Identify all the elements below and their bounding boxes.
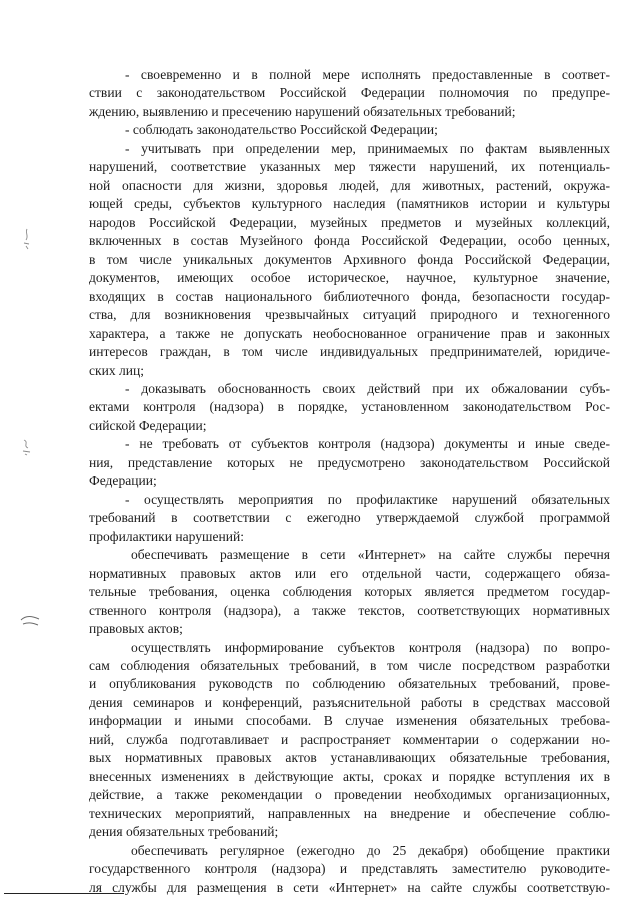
text-line: тельные требования, оценка соблюдения которых является предметом государ- [89,584,610,600]
text-line: - доказывать обоснованность своих действий при их обжаловании субъ- [125,380,610,396]
text-line: - не требовать от субъектов контроля (надзора) документы и иные сведе- [125,436,610,452]
text-line: осуществлять информирование субъектов контроля (надзора) по вопро- [131,639,610,655]
text-line: внесенных изменениях в действующие акты, сроках и порядке вступления их в [89,768,610,784]
text-line: включенных в состав Музейного фонда Российской Федерации, особо ценных, [89,233,610,249]
text-line: нарушений, соответствие указанных мер тяжести нарушений, их потенциаль- [89,159,610,175]
text-line: ектами контроля (надзора) в порядке, установленном законодательством Рос- [89,399,610,415]
text-line: вых нормативных правовых актов устанавливающих обязательные требования, [89,750,610,766]
text-line: технических мероприятий, направленных на внедрение и обеспечение соблю- [89,805,610,821]
text-line: ной опасности для жизни, здоровья людей, для животных, растений, окружа- [89,177,610,193]
text-line: в том числе уникальных документов Архивного фонда Российской Федерации, [89,251,610,267]
text-line: - своевременно и в полной мере исполнять предоставленные в соответ- [125,67,610,82]
text-line: и опубликования руководств по соблюдению обязательных требований, прове- [89,676,610,692]
text-line: входящих в состав национального библиотечного фонда, безопасности государ- [89,288,610,304]
text-line: профилактики нарушений: [89,528,244,544]
text-line: интересов граждан, в том числе индивидуальных предпринимателей, юридиче- [89,344,610,360]
text-line: - осуществлять мероприятия по профилактике нарушений обязательных [125,491,610,507]
text-line: ля службы для размещения в сети «Интернет» на сайте службы соответствую- [89,879,610,895]
text-line: ства, для возникновения чрезвычайных ситуаций природного и техногенного [89,307,610,323]
text-line: действие, а также рекомендации о проведении необходимых организационных, [89,787,610,803]
text-line: дения обязательных требований; [89,824,279,840]
text-line: ствии с законодательством Российской Федерации полномочия по предупре- [89,85,610,101]
text-line: - соблюдать законодательство Российской Федерации; [125,122,438,138]
text-line: нормативных правовых актов или его отдельной части, содержащего обяза- [89,565,610,581]
text-line: ний, служба подготавливает и распространяет комментарии о содержании но- [89,731,610,747]
text-line: обеспечивать размещение в сети «Интернет» на сайте службы перечня [131,547,610,563]
text-line: сийской Федерации; [89,417,207,433]
text-line: Федерации; [89,473,157,489]
text-line: ющей среды, субъектов культурного наследия (памятников истории и культуры [89,196,610,212]
text-line: ских лиц; [89,362,145,378]
text-line: требований в соответствии с ежегодно утверждаемой службой программой [89,510,610,526]
text-line: документов, имеющих особое историческое, научное, культурное значение, [89,270,610,286]
text-line: - учитывать при определении мер, принимаемых по фактам выявленных [125,140,610,156]
text-line: ния, представление которых не предусмотрено законодательством Российской [89,454,610,470]
margin-scribble-mark [22,228,32,250]
text-line: государственного контроля (надзора) и представлять заместителю руководите- [89,861,610,877]
document-body [89,66,610,897]
text-line: дения семинаров и конференций, разъяснительной работы в средствах массовой [89,694,610,710]
text-line: обеспечивать регулярное (ежегодно до 25 декабря) обобщение практики [131,842,610,858]
margin-scribble-mark [21,438,33,456]
text-line: народов Российской Федерации, музейных предметов и музейных коллекций, [89,214,610,230]
text-line: характера, а также не допускать необоснованное ограничение прав и законных [89,325,610,341]
footnote-separator-line [4,893,124,894]
text-line: правовых актов; [89,621,183,637]
text-line: сам соблюдения обязательных требований, в том числе посредством разработки [89,658,610,673]
text-line: ждению, выявлению и пресечению нарушений обязательных требований; [89,103,516,119]
margin-scribble-mark [19,614,41,628]
text-line: информации и иными способами. В случае изменения обязательных требова- [89,713,610,729]
text-line: ственного контроля (надзора), а также текстов, соответствующих нормативных [89,602,610,618]
